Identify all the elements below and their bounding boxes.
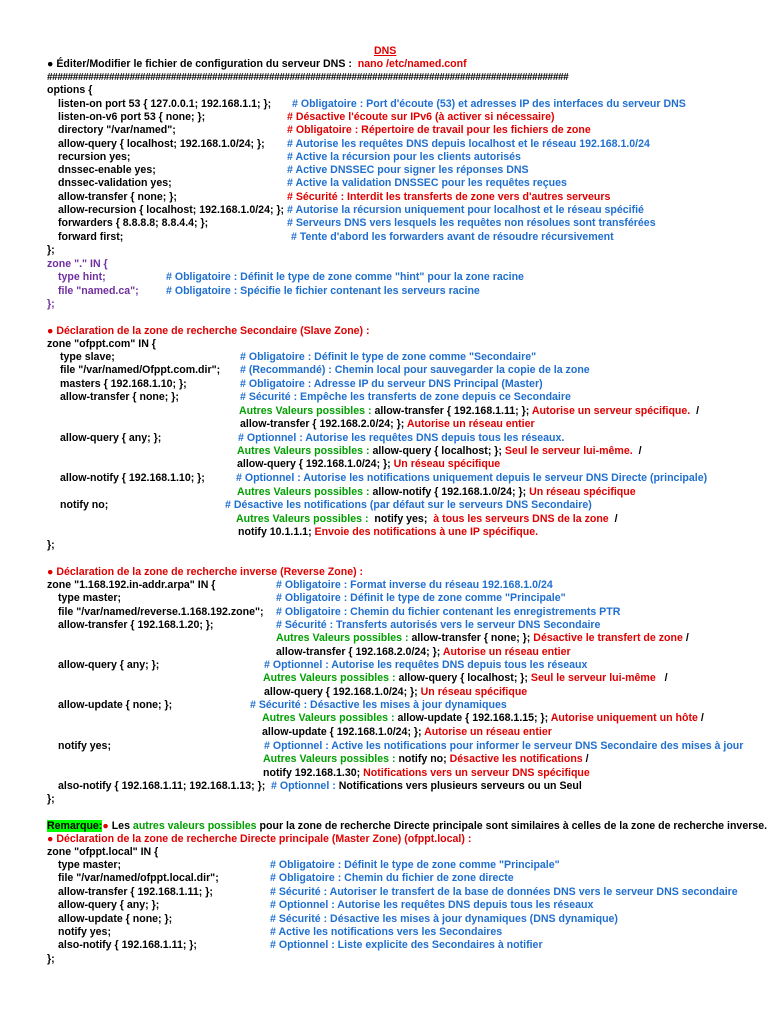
bullet: ● [47,58,54,70]
slave-allow-notify-comment: # Optionnel : Autorise les notifications uniquement depuis le serveur DNS Directe (principale) [236,472,708,484]
master-comment: # Optionnel : Autorise les requêtes DNS depuis tous les réseaux [270,899,594,911]
options-comment: # Active DNSSEC pour signer les réponses DNS [287,164,529,176]
reverse-close: }; [47,793,55,805]
root-zone-close: }; [47,298,55,310]
reverse-notify-alt: notify 192.168.1.30; Notifications vers un serveur DNS spécifique [263,767,590,779]
slave-notify-alt: Autres Valeurs possibles : notify yes; à tous les serveurs DNS de la zone / [236,513,618,525]
reverse-transfer-code: allow-transfer { 192.168.1.20; }; [58,619,214,631]
root-zone-code: type hint; [58,271,106,283]
root-zone-code: file "named.ca"; [58,285,139,297]
master-code: also-notify { 192.168.1.11; }; [58,939,197,951]
hash-separator: ##################################################################################################### [47,72,569,83]
reverse-query-alt: allow-query { 192.168.1.0/24; }; Un réseau spécifique [264,686,528,698]
slave-query-alt: Autres Valeurs possibles : allow-query { localhost; }; Seul le serveur lui-même. / [237,445,642,457]
options-comment: # Désactive l'écoute sur IPv6 (à activer si nécessaire) [287,111,555,123]
reverse-transfer-alt: allow-transfer { 192.168.2.0/24; }; Autorise un réseau entier [276,646,571,658]
intro-line [47,58,467,71]
options-comment: # Active la validation DNSSEC pour les requêtes reçues [287,177,567,189]
remark-label: Remarque: [47,820,103,832]
intro-command: nano /etc/named.conf [357,58,467,70]
intro-label: Éditer/Modifier le fichier de configuration du serveur DNS : [56,58,352,70]
reverse-type-code: type master; [58,592,121,604]
slave-allow-notify-alt: Autres Valeurs possibles : allow-notify { 192.168.1.0/24; }; Un réseau spécifique [237,486,636,498]
master-comment: # Obligatoire : Chemin du fichier de zone directe [270,872,514,884]
options-comment: # Obligatoire : Port d'écoute (53) et adresses IP des interfaces du serveur DNS [292,98,686,110]
options-comment: # Active la récursion pour les clients autorisés [287,151,521,163]
slave-transfer-code: allow-transfer { none; }; [60,391,179,403]
options-code: allow-recursion { localhost; 192.168.1.0/24; }; [58,204,285,216]
options-code: allow-query { localhost; 192.168.1.0/24; }; [58,138,265,150]
master-code: type master; [58,859,121,871]
root-zone-open: zone "." IN { [47,258,108,270]
options-code: listen-on-v6 port 53 { none; }; [58,111,206,123]
options-code: dnssec-validation yes; [58,177,172,189]
master-comment: # Sécurité : Autoriser le transfert de la base de données DNS vers le serveur DNS secondaire [270,886,738,898]
master-code: allow-query { any; }; [58,899,160,911]
options-comment: # Serveurs DNS vers lesquels les requêtes non résolues sont transférées [287,217,656,229]
master-code: file "/var/named/ofppt.local.dir"; [58,872,219,884]
options-code: dnssec-enable yes; [58,164,156,176]
reverse-open-comment: # Obligatoire : Format inverse du réseau 192.168.1.0/24 [276,579,553,591]
reverse-file-comment: # Obligatoire : Chemin du fichier contenant les enregistrements PTR [276,606,621,618]
master-code: notify yes; [58,926,111,938]
slave-type-comment: # Obligatoire : Définit le type de zone comme "Secondaire" [240,351,537,363]
options-open: options { [47,84,93,96]
slave-close: }; [47,539,55,551]
root-zone-comment: # Obligatoire : Définit le type de zone comme "hint" pour la zone racine [166,271,524,283]
slave-file-comment: # (Recommandé) : Chemin local pour sauvegarder la copie de la zone [240,364,590,376]
options-comment: # Autorise les requêtes DNS depuis localhost et le réseau 192.168.1.0/24 [287,138,650,150]
reverse-type-comment: # Obligatoire : Définit le type de zone comme "Principale" [276,592,566,604]
slave-query-alt: allow-query { 192.168.1.0/24; }; Un réseau spécifique [237,458,501,470]
reverse-open: zone "1.168.192.in-addr.arpa" IN { [47,579,216,591]
slave-notify-code: notify no; [60,499,109,511]
options-code: recursion yes; [58,151,131,163]
options-code: listen-on port 53 { 127.0.0.1; 192.168.1.1; }; [58,98,272,110]
master-comment: # Sécurité : Désactive les mises à jour dynamiques (DNS dynamique) [270,913,618,925]
master-comment: # Obligatoire : Définit le type de zone comme "Principale" [270,859,560,871]
options-code: directory "/var/named"; [58,124,176,136]
remark-line: Remarque:● Les autres valeurs possibles pour la zone de recherche Directe principale sont similaires à celles de la zone de recherche inverse. [47,820,768,832]
slave-masters-comment: # Obligatoire : Adresse IP du serveur DNS Principal (Master) [240,378,543,390]
reverse-notify-alt: Autres Valeurs possibles : notify no; Désactive les notifications / [263,753,589,765]
master-comment: # Optionnel : Liste explicite des Secondaires à notifier [270,939,543,951]
reverse-query-comment: # Optionnel : Autorise les requêtes DNS depuis tous les réseaux [264,659,588,671]
options-close: }; [47,244,55,256]
reverse-also-code: also-notify { 192.168.1.11; 192.168.1.13; }; [58,780,266,792]
master-code: allow-transfer { 192.168.1.11; }; [58,886,213,898]
slave-allow-notify-code: allow-notify { 192.168.1.10; }; [60,472,205,484]
reverse-notify-code: notify yes; [58,740,111,752]
master-heading: ● Déclaration de la zone de recherche Directe principale (Master Zone) (ofppt.local) : [47,833,472,845]
master-code: allow-update { none; }; [58,913,173,925]
slave-transfer-alt: allow-transfer { 192.168.2.0/24; }; Autorise un réseau entier [240,418,535,430]
reverse-update-comment: # Sécurité : Désactive les mises à jour dynamiques [250,699,507,711]
master-close: }; [47,953,55,965]
slave-query-code: allow-query { any; }; [60,432,162,444]
reverse-query-code: allow-query { any; }; [58,659,160,671]
reverse-transfer-alt: Autres Valeurs possibles : allow-transfer { none; }; Désactive le transfert de zone / [276,632,689,644]
options-comment: # Obligatoire : Répertoire de travail pour les fichiers de zone [287,124,591,136]
options-comment: # Tente d'abord les forwarders avant de résoudre récursivement [291,231,614,243]
slave-open: zone "ofppt.com" IN { [47,338,156,350]
master-comment: # Active les notifications vers les Secondaires [270,926,503,938]
slave-heading: ● Déclaration de la zone de recherche Secondaire (Slave Zone) : [47,325,370,337]
document-title: DNS [374,45,397,57]
slave-transfer-comment: # Sécurité : Empêche les transferts de zone depuis ce Secondaire [240,391,571,403]
slave-masters-code: masters { 192.168.1.10; }; [60,378,187,390]
root-zone-comment: # Obligatoire : Spécifie le fichier contenant les serveurs racine [166,285,480,297]
options-comment: # Autorise la récursion uniquement pour localhost et le réseau spécifié [287,204,644,216]
slave-notify-alt: notify 10.1.1.1; Envoie des notifications à une IP spécifique. [238,526,539,538]
reverse-transfer-comment: # Sécurité : Transferts autorisés vers le serveur DNS Secondaire [276,619,601,631]
slave-transfer-alt: Autres Valeurs possibles : allow-transfer { 192.168.1.11; }; Autorise un serveur spécifique. / [239,405,700,417]
master-open: zone "ofppt.local" IN { [47,846,159,858]
slave-notify-comment: # Désactive les notifications (par défaut sur le serveurs DNS Secondaire) [225,499,592,511]
options-code: allow-transfer { none; }; [58,191,177,203]
reverse-update-alt: allow-update { 192.168.1.0/24; }; Autorise un réseau entier [262,726,552,738]
reverse-also-comment: # Optionnel : Notifications vers plusieurs serveurs ou un Seul [271,780,582,792]
options-comment: # Sécurité : Interdit les transferts de zone vers d'autres serveurs [287,191,611,203]
reverse-update-alt: Autres Valeurs possibles : allow-update { 192.168.1.15; }; Autorise uniquement un hôte / [262,712,704,724]
reverse-query-alt: Autres Valeurs possibles : allow-query { localhost; }; Seul le serveur lui-même / [263,672,668,684]
options-code: forward first; [58,231,124,243]
reverse-update-code: allow-update { none; }; [58,699,173,711]
slave-type-code: type slave; [60,351,115,363]
slave-query-comment: # Optionnel : Autorise les requêtes DNS depuis tous les réseaux. [238,432,565,444]
reverse-heading: ● Déclaration de la zone de recherche inverse (Reverse Zone) : [47,566,364,578]
options-code: forwarders { 8.8.8.8; 8.8.4.4; }; [58,217,209,229]
slave-file-code: file "/var/named/Ofppt.com.dir"; [60,364,221,376]
reverse-file-code: file "/var/named/reverse.1.168.192.zone"; [58,606,264,618]
reverse-notify-comment: # Optionnel : Active les notifications pour informer le serveur DNS Secondaire des mises à jour [264,740,744,752]
